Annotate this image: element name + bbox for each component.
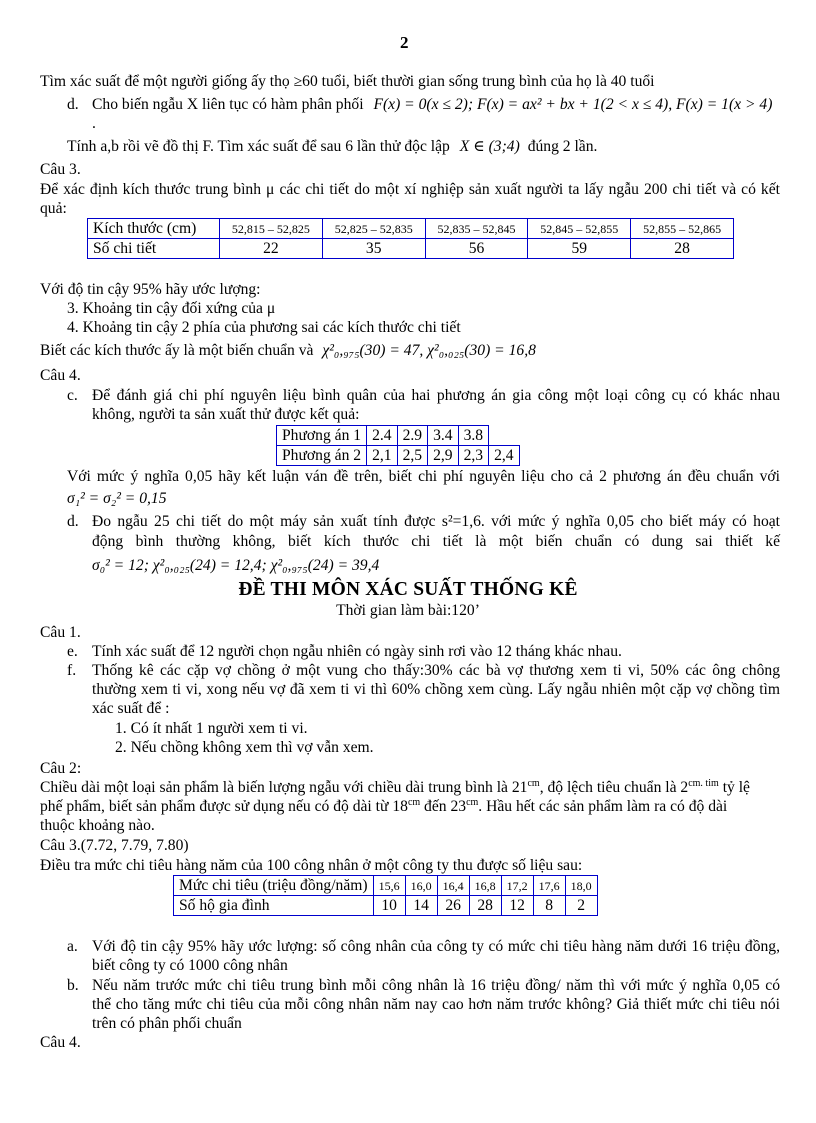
table-cell: 28 [469, 896, 501, 916]
table-cell: Phương án 1 [277, 426, 367, 446]
question-heading: Câu 1. [40, 624, 81, 641]
formula: F(x) = 0(x ≤ 2); F(x) = ax² + bx + 1(2 < x ≤ 4), F(x) = 1(x > 4) [373, 96, 773, 113]
text-fragment: Tính a,b rồi vẽ đồ thị F. Tìm xác suất để sau 6 lần thử độc lập [67, 138, 450, 155]
table-cell: 16,4 [437, 876, 469, 896]
formula: χ²₀,₉₇₅(30) = 47, χ²₀,₀₂₅(30) = 16,8 [322, 342, 536, 359]
text-line: trên có phân phối chuẩn [92, 1015, 242, 1032]
text-line: Để xác định kích thước trung bình μ các chi tiết do một xí nghiệp sản xuất người ta lấy ngẫu 200 chi tiết và có kết [40, 181, 780, 198]
table-cell: 18,0 [565, 876, 597, 896]
table-cell: 2 [565, 896, 597, 916]
table-cell: 59 [528, 239, 631, 259]
item-label: a. [67, 938, 78, 955]
table-cell: 2,1 [367, 446, 398, 466]
size-table [87, 218, 734, 259]
table-cell: Mức chi tiêu (triệu đồng/năm) [174, 876, 374, 896]
text-line: xác suất để : [92, 700, 170, 717]
table-cell: 52,825 – 52,835 [322, 219, 425, 239]
formula: σ₁² = σ₂² = 0,15 [67, 490, 167, 507]
table-cell: 26 [437, 896, 469, 916]
unit-superscript: cm [466, 796, 479, 808]
table-row [88, 219, 734, 239]
item-label: d. [67, 513, 79, 530]
exam-title: ĐỀ THI MÔN XÁC SUẤT THỐNG KÊ [238, 579, 578, 600]
table-row [88, 239, 734, 259]
table-cell: 14 [405, 896, 437, 916]
text-fragment: , độ lệch tiêu chuẩn là 2 [539, 779, 689, 796]
spending-table [173, 875, 598, 916]
table-cell: 28 [631, 239, 734, 259]
table-cell: 2,5 [397, 446, 428, 466]
text-line: 4. Khoảng tin cậy 2 phía của phương sai các kích thước chi tiết [67, 319, 461, 336]
text-line: thể cho tăng mức chi tiêu của mỗi công nhân năm nay cao hơn năm trước không? Giả thiết mức chi tiêu nói [92, 996, 780, 1013]
question-heading: Câu 4. [40, 1034, 81, 1051]
table-cell: 22 [220, 239, 323, 259]
unit-superscript: cm [527, 777, 540, 789]
table-cell: 35 [322, 239, 425, 259]
table-cell: Kích thước (cm) [88, 219, 220, 239]
unit-superscript: cm [407, 796, 421, 808]
text-line: quả: [40, 200, 67, 217]
text-line: 3. Khoảng tin cậy đối xứng của μ [67, 300, 276, 317]
table-cell: 17,6 [533, 876, 565, 896]
question-heading: Câu 3. [40, 161, 81, 178]
text-line [40, 778, 780, 797]
text-line: Với độ tin cậy 95% hãy ước lượng: số công nhân của công ty có mức chi tiêu hàng năm dưới 16 triệu đồng, [92, 938, 780, 955]
table-row [174, 876, 598, 896]
text-line: Với độ tin cậy 95% hãy ước lượng: [40, 281, 261, 298]
text-line: thường xem ti vi, xong nếu vợ đã xem ti vi thì 60% chồng xem cùng. Lấy ngẫu nhiên một cặp vợ chồng tìm [92, 681, 780, 698]
table-cell: 10 [373, 896, 405, 916]
text-line: không, người ta sản xuất thử được kết quả: [92, 406, 360, 423]
page-number: 2 [400, 33, 409, 52]
text-fragment: đến 23 [420, 798, 467, 815]
text-line: Để đánh giá chi phí nguyên liệu bình quân của hai phương án gia công một loại công cụ có khác nhau [92, 387, 780, 404]
table-cell: 52,855 – 52,865 [631, 219, 734, 239]
item-label: b. [67, 977, 79, 994]
question-heading: Câu 3.(7.72, 7.79, 7.80) [40, 837, 189, 854]
item-label: f. [67, 662, 77, 679]
question-heading: Câu 2: [40, 760, 82, 777]
table-cell: 16,8 [469, 876, 501, 896]
text-fragment: đúng 2 lần. [527, 138, 598, 155]
text-line: Nếu năm trước mức chi tiêu trung bình mỗi công nhân là 16 triệu đồng/ năm thì với mức ý nghĩa 0,05 có [92, 977, 780, 994]
table-cell-empty [489, 426, 520, 446]
question-heading: Câu 4. [40, 367, 81, 384]
text-line: Thống kê các cặp vợ chồng ở một vung cho thấy:30% các bà vợ thương xem ti vi, 50% các ông chông [92, 662, 780, 679]
table-cell: 3.4 [428, 426, 459, 446]
item-label: e. [67, 643, 78, 660]
text-fragment: . Hầu hết các sản phẩm làm ra có độ dài [478, 798, 728, 815]
table-cell: Phương án 2 [277, 446, 367, 466]
text-fragment: tỷ lệ [722, 779, 750, 796]
text-line: Tìm xác suất để một người giống ấy thọ ≥60 tuổi, biết thười gian sống trung bình của họ là 40 tuổi [40, 73, 655, 90]
table-cell: 2,9 [428, 446, 459, 466]
table-cell: 3.8 [458, 426, 489, 446]
unit-superscript: cm. tim [688, 777, 719, 789]
text-line [40, 341, 536, 360]
text-line: Đo ngẫu 25 chi tiết do một máy sản xuất tính được s²=1,6. với mức ý nghĩa 0,05 cho biết máy có hoạt [92, 513, 780, 530]
text-line [67, 137, 597, 156]
table-cell: 2.9 [397, 426, 428, 446]
table-cell: 2,4 [489, 446, 520, 466]
text-line: thuộc khoảng nào. [40, 817, 155, 834]
table-cell: 52,845 – 52,855 [528, 219, 631, 239]
text-line: Với mức ý nghĩa 0,05 hãy kết luận ván đề trên, biết chi phí nguyên liệu cho cả 2 phương án đều chuẩn với [67, 468, 780, 485]
table-row [174, 896, 598, 916]
text-line: . [92, 115, 96, 132]
table-cell: 17,2 [501, 876, 533, 896]
text-line [40, 797, 727, 816]
table-row [277, 446, 520, 466]
text-fragment: Biết các kích thước ấy là một biến chuẩn và [40, 342, 314, 359]
text-line [92, 95, 772, 114]
text-line: Điều tra mức chi tiêu hàng năm của 100 công nhân ở một công ty thu được số liệu sau: [40, 857, 583, 874]
text-line: 1. Có ít nhất 1 người xem ti vi. [115, 720, 308, 737]
text-line: 2. Nếu chồng không xem thì vợ vẫn xem. [115, 739, 374, 756]
item-label: d. [67, 96, 79, 113]
table-cell: 56 [425, 239, 528, 259]
formula: X ∈ (3;4) [459, 138, 520, 155]
text-line: biết công ty có 1000 công nhân [92, 957, 288, 974]
exam-time: Thời gian làm bài:120’ [336, 602, 480, 619]
formula: σ₀² = 12; χ²₀,₀₂₅(24) = 12,4; χ²₀,₉₇₅(24) = 39,4 [92, 557, 380, 574]
item-label: c. [67, 387, 78, 404]
table-cell: Số hộ gia đình [174, 896, 374, 916]
table-cell: 2,3 [458, 446, 489, 466]
table-row [277, 426, 520, 446]
table-cell: 52,815 – 52,825 [220, 219, 323, 239]
text-fragment: phế phẩm, biết sản phẩm được sử dụng nếu có độ dài từ 18 [40, 798, 408, 815]
text-line: Tính xác suất để 12 người chọn ngẫu nhiên có ngày sinh rơi vào 12 tháng khác nhau. [92, 643, 622, 660]
table-cell: Số chi tiết [88, 239, 220, 259]
text-fragment: Chiều dài một loại sản phẩm là biến lượng ngẫu với chiều dài trung bình là 21 [40, 779, 528, 796]
table-cell: 8 [533, 896, 565, 916]
text-fragment: Cho biến ngẫu X liên tục có hàm phân phối [92, 96, 364, 113]
table-cell: 2.4 [367, 426, 398, 446]
table-cell: 52,835 – 52,845 [425, 219, 528, 239]
text-line: động bình thường không, biết kích thước chi tiết là một biến chuẩn có dung sai thiết kế [92, 533, 780, 550]
table-cell: 12 [501, 896, 533, 916]
table-cell: 16,0 [405, 876, 437, 896]
table-cell: 15,6 [373, 876, 405, 896]
cost-table [276, 425, 520, 466]
